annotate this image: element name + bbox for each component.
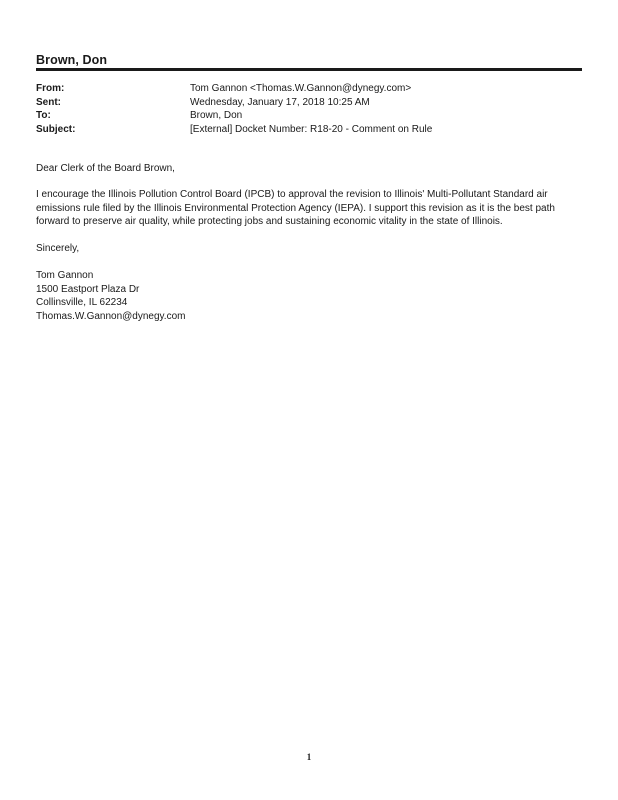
subject-label: Subject: bbox=[36, 124, 76, 136]
email-signature bbox=[36, 269, 596, 323]
sent-label: Sent: bbox=[36, 96, 61, 108]
to-row bbox=[36, 109, 582, 123]
from-label: From: bbox=[36, 83, 65, 94]
email-header-block bbox=[36, 82, 582, 137]
page-number: 1 bbox=[306, 752, 312, 762]
signature-email: Thomas.W.Gannon@dynegy.com bbox=[36, 310, 186, 322]
from-value: Tom Gannon <Thomas.W.Gannon@dynegy.com> bbox=[190, 83, 412, 94]
paragraph-line: I encourage the Illinois Pollution Control Board (IPCB) to approval the revision to Illinois' Multi-Pollutant Standard air bbox=[36, 189, 548, 200]
email-greeting: Dear Clerk of the Board Brown, bbox=[36, 163, 175, 174]
subject-row bbox=[36, 123, 582, 137]
paragraph-line: emissions rule filed by the Illinois Environmental Protection Agency (IEPA). I support this revision as it is the best path bbox=[36, 202, 555, 214]
signature-name: Tom Gannon bbox=[36, 270, 94, 281]
email-closing: Sincerely, bbox=[36, 243, 80, 254]
signature-address-line1: 1500 Eastport Plaza Dr bbox=[36, 283, 140, 295]
mailbox-owner-name: Brown, Don bbox=[36, 53, 108, 67]
to-value: Brown, Don bbox=[190, 110, 243, 122]
to-label: To: bbox=[36, 110, 51, 122]
email-paragraph bbox=[36, 188, 596, 229]
paragraph-line: forward to preserve air quality, while protecting jobs and sustaining economic vitality in the state of Illinois. bbox=[36, 216, 503, 227]
sent-row bbox=[36, 96, 582, 110]
sent-value: Wednesday, January 17, 2018 10:25 AM bbox=[190, 96, 370, 108]
subject-value: [External] Docket Number: R18-20 - Comment on Rule bbox=[190, 124, 433, 136]
signature-address-line2: Collinsville, IL 62234 bbox=[36, 297, 128, 308]
header-divider bbox=[36, 68, 582, 71]
from-row bbox=[36, 82, 582, 96]
